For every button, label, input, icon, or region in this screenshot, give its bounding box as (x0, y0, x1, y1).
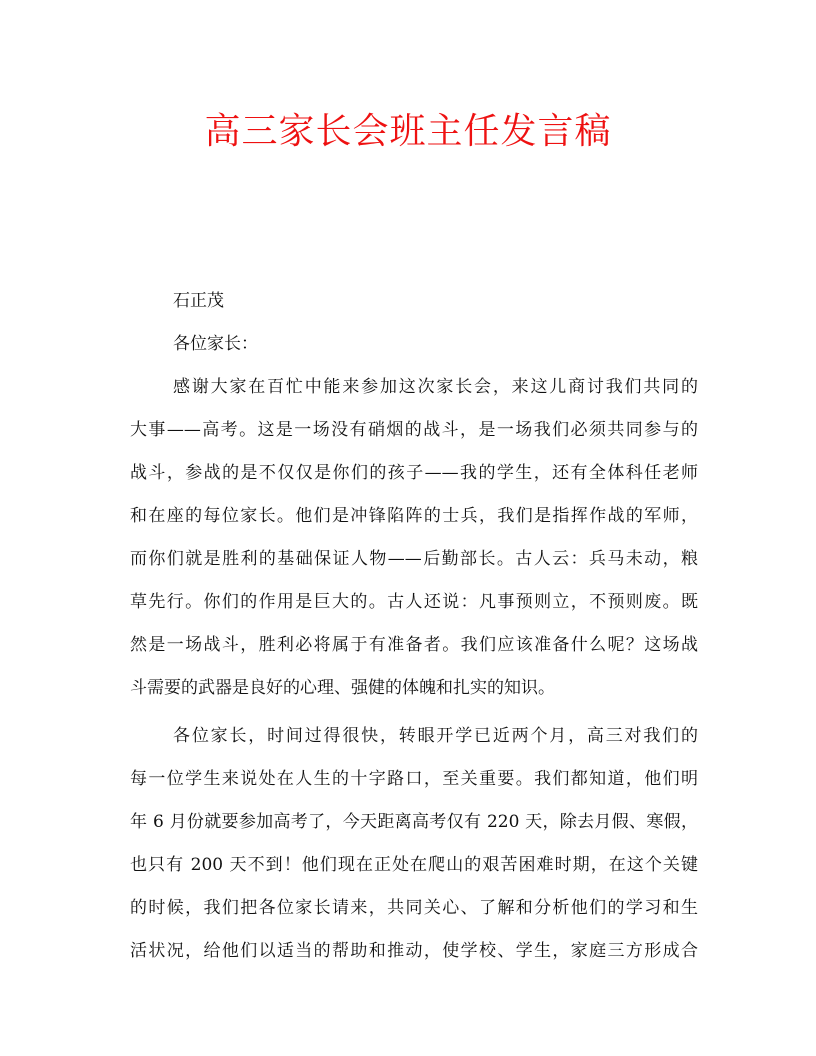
document-body (130, 280, 698, 973)
paragraph-line: 的时候，我们把各位家长请来，共同关心、了解和分析他们的学习和生 (130, 898, 698, 918)
paragraph-line: 而你们就是胜利的基础保证人物——后勤部长。古人云：兵马未动，粮 (130, 549, 698, 569)
author-line: 石正茂 (173, 291, 224, 311)
paragraph-line: 和在座的每位家长。他们是冲锋陷阵的士兵，我们是指挥作战的军师， (130, 506, 698, 526)
paragraph-line: 感谢大家在百忙中能来参加这次家长会，来这儿商讨我们共同的 (173, 377, 698, 397)
paragraph-line: 活状况，给他们以适当的帮助和推动，使学校、学生，家庭三方形成合 (130, 941, 698, 961)
paragraph-2 (130, 715, 698, 973)
paragraph-line: 草先行。你们的作用是巨大的。古人还说：凡事预则立，不预则废。既 (130, 592, 698, 612)
paragraph-line: 年 6 月份就要参加高考了，今天距离高考仅有 220 天，除去月假、寒假， (130, 812, 698, 832)
paragraph-line: 斗需要的武器是良好的心理、强健的体魄和扎实的知识。 (130, 678, 555, 698)
paragraph-line: 战斗，参战的是不仅仅是你们的孩子——我的学生，还有全体科任老师 (130, 463, 698, 483)
salutation-line: 各位家长： (173, 334, 258, 354)
paragraph-line: 大事——高考。这是一场没有硝烟的战斗，是一场我们必须共同参与的 (130, 420, 698, 440)
paragraph-line: 每一位学生来说处在人生的十字路口，至关重要。我们都知道，他们明 (130, 769, 698, 789)
paragraph-1 (130, 366, 698, 710)
paragraph-line: 然是一场战斗，胜利必将属于有准备者。我们应该准备什么呢？这场战 (130, 635, 698, 655)
document-title: 高三家长会班主任发言稿 (204, 111, 612, 152)
paragraph-line: 也只有 200 天不到！他们现在正处在爬山的艰苦困难时期，在这个关键 (130, 855, 698, 875)
paragraph-line: 各位家长，时间过得很快，转眼开学已近两个月，高三对我们的 (173, 726, 698, 746)
